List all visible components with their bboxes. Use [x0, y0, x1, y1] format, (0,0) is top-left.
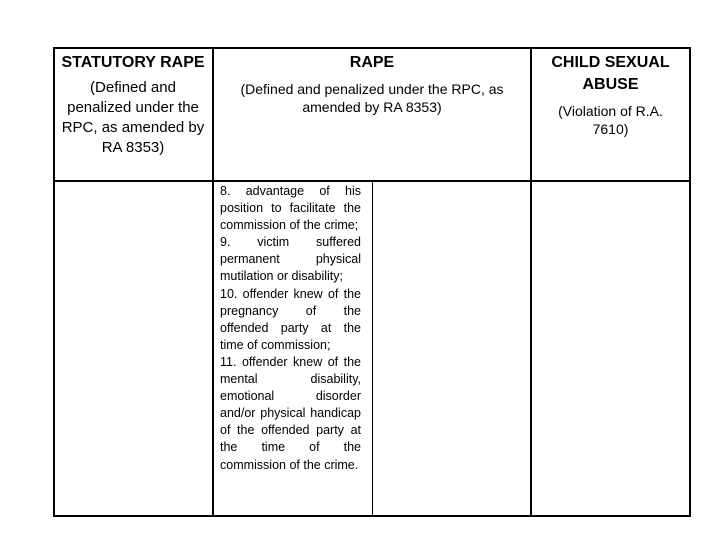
statutory-rape-title: STATUTORY RAPE [61, 54, 205, 71]
rape-subtitle: (Defined and penalized under the RPC, as amended by RA 8353) [240, 81, 504, 115]
list-item [220, 183, 361, 234]
column-divider-2 [530, 47, 532, 517]
header-rape [216, 52, 528, 116]
list-item [220, 354, 361, 474]
rape-title: RAPE [349, 54, 395, 71]
item-text: offender knew of the pregnancy of the offended party at the time of commission; [220, 286, 361, 352]
rape-circumstances-list [220, 183, 361, 474]
child-sexual-abuse-title: CHILD SEXUAL ABUSE [551, 54, 670, 93]
item-number: 11. [220, 354, 237, 369]
item-number: 8. [220, 184, 231, 198]
column-divider-1 [212, 47, 214, 517]
rape-subcolumn-divider [372, 181, 373, 516]
item-number: 9. [220, 235, 231, 250]
statutory-rape-subtitle: (Defined and penalized under the RPC, as amended by RA 8353) [61, 79, 205, 156]
table-left-border [53, 47, 55, 517]
item-text: advantage of his position to facilitate the commission of the crime; [220, 184, 361, 233]
table-top-border [53, 47, 691, 49]
child-sexual-abuse-subtitle: (Violation of R.A. 7610) [558, 103, 663, 137]
list-item [220, 234, 361, 285]
item-number: 10. [220, 286, 238, 301]
item-text: offender knew of the mental disability, emotional disorder and/or physical handicap of the offended party at the time of the commission of the crime. [220, 354, 361, 472]
list-item [220, 286, 361, 354]
table-right-border [689, 47, 691, 517]
header-child-sexual-abuse [534, 52, 687, 138]
header-statutory-rape [56, 52, 210, 158]
item-text: victim suffered permanent physical mutilation or disability; [220, 235, 361, 284]
